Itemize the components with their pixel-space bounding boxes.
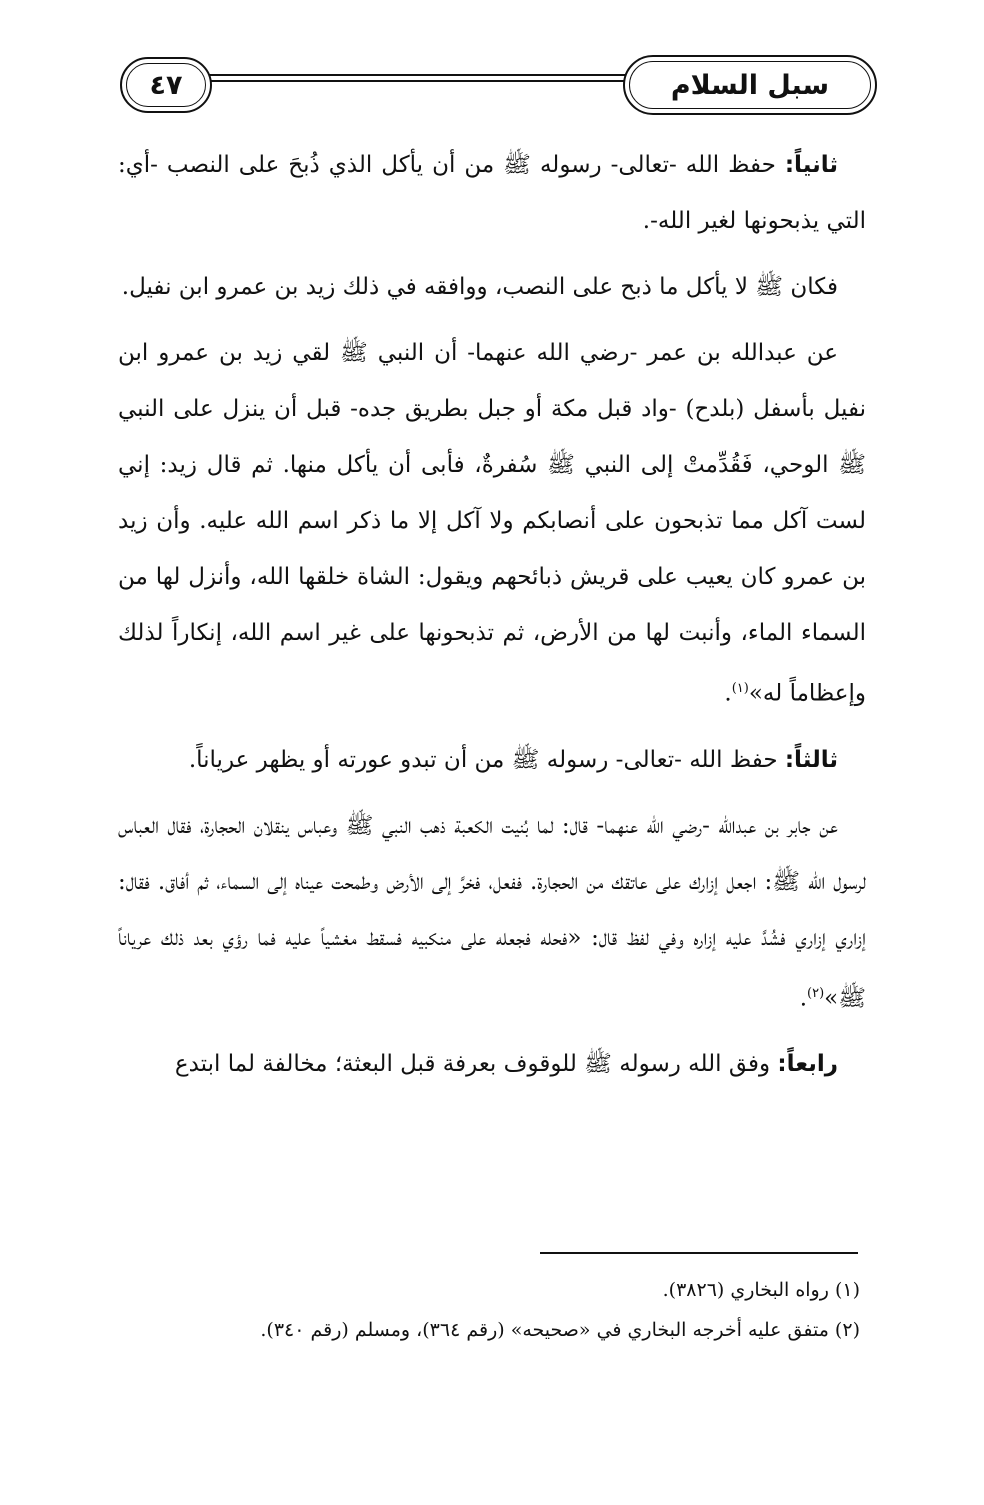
- footnote-ref-2: (٢): [807, 985, 825, 1001]
- running-title: سبل السلام: [670, 69, 830, 101]
- paragraph-tail: .: [799, 985, 807, 1012]
- running-title-frame: [623, 55, 877, 115]
- paragraph-text: حفظ الله -تعالى- رسوله ﷺ من أن يأكل الذي ذُبحَ على النصب -أي: التي يذبحونها لغير الله-.: [118, 152, 866, 234]
- footnote-2: (٢) متفق عليه أخرجه البخاري في «صحيحه» (رقم ٣٦٤)، ومسلم (رقم ٣٤٠).: [260, 1319, 860, 1341]
- footnote-ref-1: (١): [731, 681, 749, 696]
- paragraph-1: [118, 137, 866, 249]
- footnote-1: (١) رواه البخاري (٣٨٢٦).: [662, 1279, 860, 1301]
- paragraph-4: [118, 732, 866, 788]
- paragraph-text: فكان ﷺ لا يأكل ما ذبح على النصب، ووافقه في ذلك زيد بن عمرو ابن نفيل.: [121, 274, 838, 300]
- body-text: [118, 137, 866, 1102]
- section-label: رابعاً:: [777, 1051, 838, 1078]
- page-number: ٤٧: [149, 69, 183, 101]
- paragraph-5: [118, 798, 866, 1027]
- footnote-separator: [540, 1252, 858, 1254]
- section-label: ثالثاً:: [784, 746, 838, 773]
- footnotes: [118, 1270, 860, 1350]
- paragraph-tail: .: [724, 680, 732, 707]
- paragraph-text: حفظ الله -تعالى- رسوله ﷺ من أن تبدو عورته أو يظهر عرياناً.: [188, 746, 785, 773]
- paragraph-6: [118, 1036, 866, 1092]
- paragraph-2: [118, 259, 866, 315]
- paragraph-text: عن جابر بن عبدالله -رضي الله عنهما- قال: لما بُنيت الكعبة ذهب النبي ﷺ وعباس ينقلان الحجارة، فقال العباس لرسول الله ﷺ: اجعل إزارك على عاتقك من الحجارة. ففعل، فخرَّ إلى الأرض وطمحت عيناه إلى السماء، ثم أفاق. فقال: إزاري إزاري فشُدَّ عليه إزاره وفي لفظ قال: «فحله فجعله على منكبيه فسقط مغشياً عليه فما رؤي بعد ذلك عرياناً ﷺ»: [118, 812, 866, 1012]
- page-number-frame: [120, 57, 212, 113]
- section-label: ثانياً:: [784, 152, 838, 178]
- paragraph-text: وفق الله رسوله ﷺ للوقوف بعرفة قبل البعثة؛ مخالفة لما ابتدع: [174, 1051, 778, 1078]
- paragraph-3: [118, 325, 866, 722]
- paragraph-text: عن عبدالله بن عمر -رضي الله عنهما- أن النبي ﷺ لقي زيد بن عمرو ابن نفيل بأسفل (بلدح) -واد قبل مكة أو جبل بطريق جده- قبل أن ينزل على النبي ﷺ الوحي، فَقُدِّمتْ إلى النبي ﷺ سُفرةٌ، فأبى أن يأكل منها. ثم قال زيد: إني لست آكل مما تذبحون على أنصابكم ولا آكل إلا ما ذكر اسم الله عليه. وأن زيد بن عمرو كان يعيب على قريش ذبائحهم ويقول: الشاة خلقها الله، وأنزل لها من السماء الماء، وأنبت لها من الأرض، ثم تذبحونها على غير اسم الله، إنكاراً لذلك وإعظاماً له»: [118, 340, 866, 707]
